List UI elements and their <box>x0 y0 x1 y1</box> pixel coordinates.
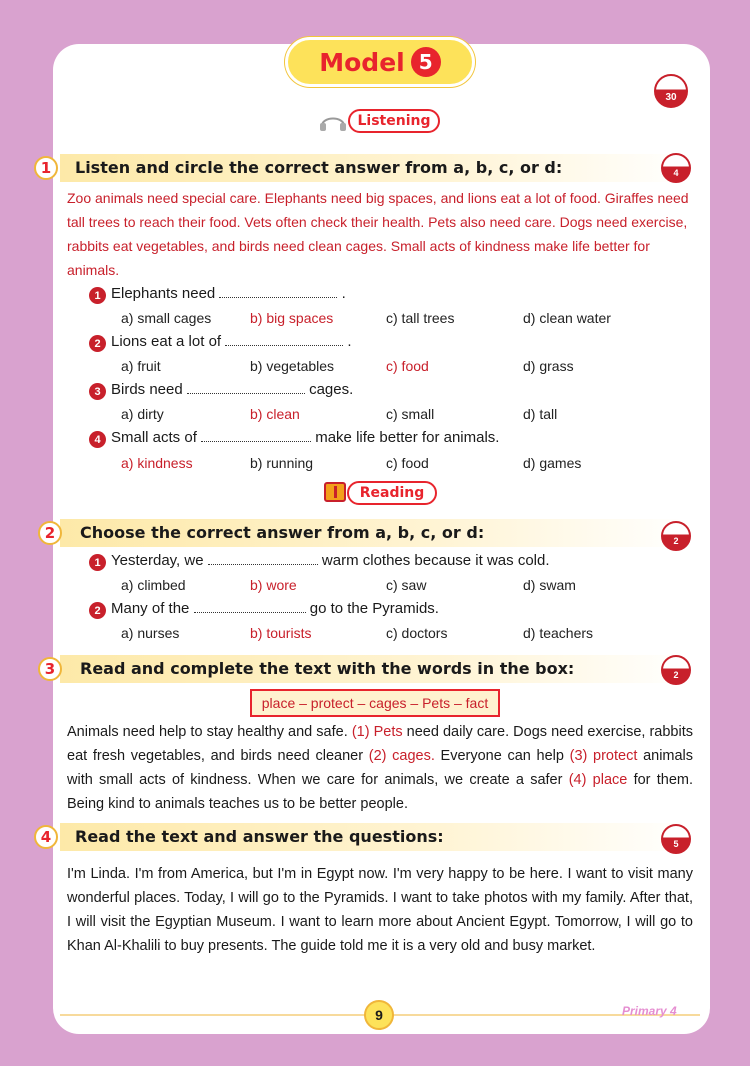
q1-item-1-number: 1 <box>89 287 106 304</box>
q1-instruction: Listen and circle the correct answer from a, b, c, or d: <box>75 158 563 177</box>
book-icon <box>324 482 346 502</box>
q3-answer-1: (1) Pets <box>351 724 403 740</box>
q2-item-1-stem: Yesterday, we warm clothes because it was cold. <box>111 552 550 569</box>
q2-item-1-number: 1 <box>89 554 106 571</box>
q1-item-4-option-d[interactable]: d) games <box>523 455 582 471</box>
q3-answer-2: (2) cages. <box>368 748 435 764</box>
q1-number: 1 <box>34 156 58 180</box>
q1-item-4-number: 4 <box>89 431 106 448</box>
reading-heading: Reading <box>347 481 437 505</box>
q1-item-1-option-a[interactable]: a) small cages <box>121 310 212 326</box>
word-box: place – protect – cages – Pets – fact <box>250 689 500 717</box>
q1-item-3-number: 3 <box>89 383 106 400</box>
q2-item-2-option-d[interactable]: d) teachers <box>523 625 594 641</box>
q2-item-1-option-c[interactable]: c) saw <box>386 577 427 593</box>
q2-item-1-option-b[interactable]: b) wore <box>250 577 297 593</box>
model-title <box>285 37 475 87</box>
listening-heading: Listening <box>348 109 440 133</box>
q1-item-1-option-c[interactable]: c) tall trees <box>386 310 455 326</box>
q1-score-badge: 4 <box>661 153 691 183</box>
q2-instruction: Choose the correct answer from a, b, c, or d: <box>80 523 485 542</box>
q2-item-2-option-c[interactable]: c) doctors <box>386 625 448 641</box>
q1-item-2-number: 2 <box>89 335 106 352</box>
q4-score-badge: 5 <box>661 824 691 854</box>
q1-item-4-option-b[interactable]: b) running <box>250 455 314 471</box>
q1-item-2-option-c[interactable]: c) food <box>386 358 429 374</box>
q1-item-3-option-a[interactable]: a) dirty <box>121 406 164 422</box>
grade-level: Primary 4 <box>622 1004 677 1018</box>
model-number: 5 <box>411 47 441 77</box>
q1-item-2-option-a[interactable]: a) fruit <box>121 358 161 374</box>
q1-passage: Zoo animals need special care. Elephants need big spaces, and lions eat a lot of food. Giraffes need tall trees to reach their food. Vets often check their health. Pets also need care. Dogs need exercise, rabbits eat vegetables, and birds need clean cages. Small acts of kindness make life better for animals. <box>67 190 689 278</box>
q1-item-3-option-c[interactable]: c) small <box>386 406 435 422</box>
q1-item-4-option-a[interactable]: a) kindness <box>121 455 193 471</box>
total-score-badge: 30 <box>654 74 688 108</box>
q3-answer-3: (3) protect <box>569 748 638 764</box>
q1-item-3-option-d[interactable]: d) tall <box>523 406 558 422</box>
q2-item-2-option-a[interactable]: a) nurses <box>121 625 180 641</box>
q2-score-badge: 2 <box>661 521 691 551</box>
q3-answer-4: (4) place <box>568 772 628 788</box>
q1-item-1-stem: Elephants need . <box>111 285 346 302</box>
q2-item-2-stem: Many of the go to the Pyramids. <box>111 600 439 617</box>
q4-number: 4 <box>34 825 58 849</box>
q3-number: 3 <box>38 657 62 681</box>
q3-instruction: Read and complete the text with the words in the box: <box>80 659 575 678</box>
q4-instruction: Read the text and answer the questions: <box>75 827 444 846</box>
q1-item-1-option-d[interactable]: d) clean water <box>523 310 611 326</box>
q2-number: 2 <box>38 521 62 545</box>
q1-item-3-stem: Birds need cages. <box>111 381 354 398</box>
q1-item-2-option-d[interactable]: d) grass <box>523 358 574 374</box>
q2-item-1-option-d[interactable]: d) swam <box>523 577 576 593</box>
model-label: Model <box>319 47 405 77</box>
q1-item-4-option-c[interactable]: c) food <box>386 455 429 471</box>
q3-passage: Animals need help to stay healthy and safe. (1) Pets need daily care. Dogs need exercise, rabbits eat fresh vegetables, and birds need cleaner (2) cages. Everyone can help (3) protect animals with small acts of kindness. When we care for animals, we create a safer (4) place for them. Being kind to animals teaches us to be better people. <box>67 724 694 812</box>
q1-item-1-option-b[interactable]: b) big spaces <box>250 310 334 326</box>
q1-item-2-option-b[interactable]: b) vegetables <box>250 358 335 374</box>
q1-item-2-stem: Lions eat a lot of . <box>111 333 352 350</box>
q1-item-4-stem: Small acts of make life better for animals. <box>111 429 500 446</box>
q3-score-badge: 2 <box>661 655 691 685</box>
q4-passage: I'm Linda. I'm from America, but I'm in Egypt now. I'm very happy to be here. I want to visit many wonderful places. Today, I will go to the Pyramids. I want to take photos with my family. After that, I will visit the Egyptian Museum. I want to learn more about Ancient Egypt. Tomorrow, I will go to Khan Al-Khalili to buy presents. The guide told me it is a very old and busy market. <box>67 866 693 954</box>
headphones-icon <box>318 110 348 132</box>
page-number: 9 <box>364 1000 394 1030</box>
q2-item-2-number: 2 <box>89 602 106 619</box>
q2-item-2-option-b[interactable]: b) tourists <box>250 625 312 641</box>
q2-item-1-option-a[interactable]: a) climbed <box>121 577 186 593</box>
q1-item-3-option-b[interactable]: b) clean <box>250 406 300 422</box>
